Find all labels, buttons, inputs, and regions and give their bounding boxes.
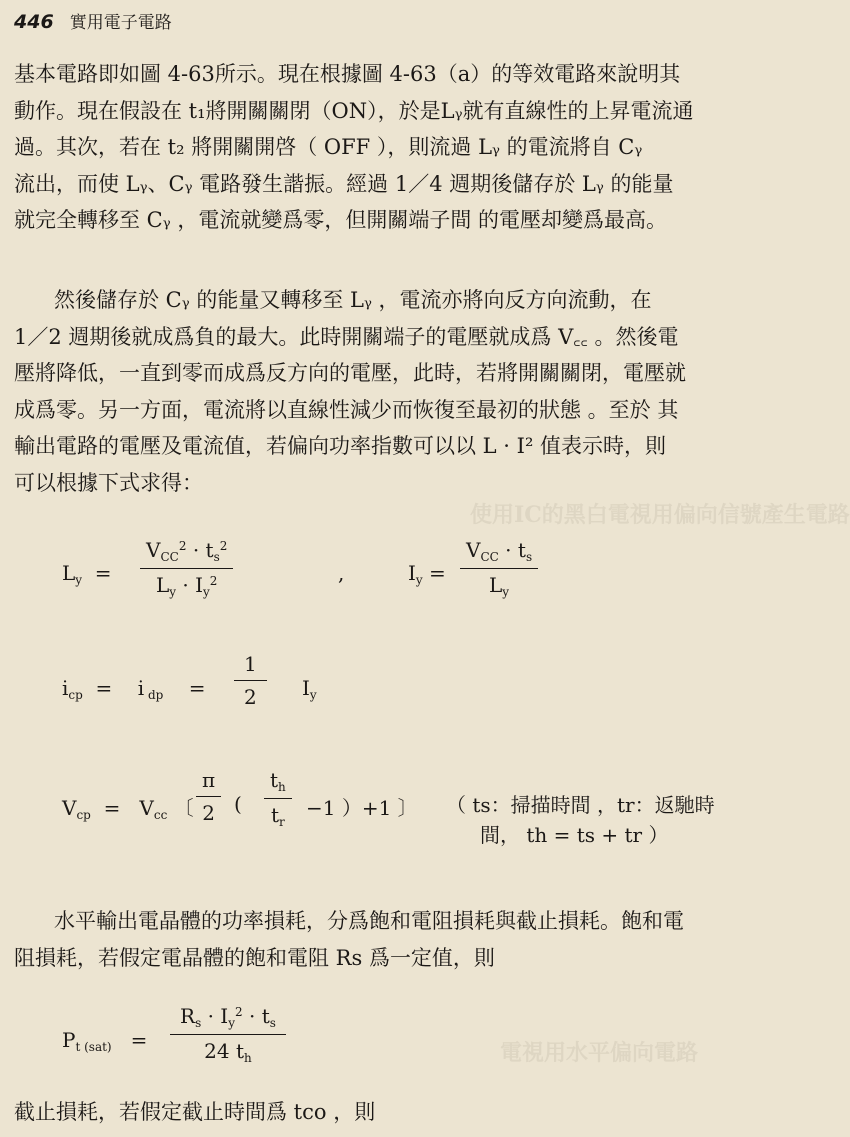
formula-pi-fraction: π 2 (196, 768, 221, 825)
text-line: 流出，而使 Lᵧ、Cᵧ 電路發生諧振。經過 1／4 週期後儲存於 Lᵧ 的能量 (14, 171, 674, 196)
formula-vcp-tail: −1 ）+1 〕 (306, 796, 418, 820)
formula-separator: , (338, 561, 345, 585)
formula-iy-fraction: $V_{CC} \cdot t_s$ $L_y$ (460, 538, 538, 599)
running-title: 實用電子電路 (69, 13, 172, 33)
paragraph-1 (14, 56, 744, 239)
text-line: 過。其次，若在 t₂ 將開關開啓（ OFF ），則流過 Lᵧ 的電流將自 Cᵧ (14, 135, 643, 159)
paragraph-4 (14, 1094, 744, 1131)
bleed-through-heading: 電視用水平偏向電路 (500, 1040, 699, 1066)
formula-iy-lhs: $I_y$ = (408, 561, 446, 587)
formula-half-fraction: 1 2 (234, 652, 267, 709)
text-line: 水平輸出電晶體的功率損耗，分爲飽和電阻損耗與截止損耗。飽和電 (54, 909, 684, 933)
page-header (14, 8, 172, 33)
formula-pt-fraction: $R_s \cdot I_y^2 \cdot t_s$ 24 $t_h$ (170, 1004, 286, 1065)
formula-vcp-paren: ( (234, 792, 242, 816)
paragraph-2 (14, 282, 744, 501)
text-line: 基本電路即如圖 4-63所示。現在根據圖 4-63（a）的等效電路來說明其 (14, 62, 681, 86)
text-line: 可以根據下式求得： (14, 470, 203, 495)
text-line: 動作。現在假設在 t₁將開關關閉（ON），於是Lᵧ就有直線性的上昇電流通 (14, 98, 694, 123)
formula-vcp-note: （ ts：掃描時間 ，tr：返馳時 間， th = ts + tr ） (446, 793, 715, 847)
text-line: 輸出電路的電壓及電流值，若偏向功率指數可以以 L · I² 值表示時，則 (14, 434, 667, 458)
text-line: 就完全轉移至 Cᵧ ，電流就變爲零，但開關端子間 的電壓却變爲最高。 (14, 208, 667, 232)
text-line: 阻損耗，若假定電晶體的飽和電阻 Rs 爲一定值，則 (14, 945, 495, 970)
text-line: 截止損耗，若假定截止時間爲 tco ，則 (14, 1100, 376, 1124)
formula-ly-fraction: $V_{CC}^2 \cdot t_s^2$ $L_y \cdot I_y^2$ (140, 538, 233, 599)
formula-ly-lhs: $L_y$ = (62, 561, 112, 587)
formula-pt-lhs: $P_{t (sat)}$ = (62, 1028, 148, 1054)
formula-t-fraction: $t_h$ $t_r$ (264, 768, 292, 829)
text-line: 1／2 週期後就成爲負的最大。此時開關端子的電壓就成爲 V꜀꜀ 。然後電 (14, 324, 679, 349)
page-number: 446 (14, 11, 54, 33)
formula-icp-lhs: $i_{cp}$ = i $_{dp}$ = (62, 676, 206, 702)
formula-vcp-lhs: $V_{cp} = V_{cc}$ 〔 (62, 796, 194, 822)
bleed-through-heading: 使用IC的黑白電視用偏向信號產生電路 (470, 502, 850, 528)
paragraph-3 (14, 903, 744, 976)
text-line: 壓將降低，一直到零而成爲反方向的電壓，此時，若將開關關閉，電壓就 (14, 361, 686, 385)
text-line: 然後儲存於 Cᵧ 的能量又轉移至 Lᵧ ，電流亦將向反方向流動，在 (54, 288, 652, 312)
formula-icp-rhs: $I_y$ (302, 676, 317, 702)
text-line: 成爲零。另一方面，電流將以直線性減少而恢復至最初的狀態 。至於 其 (14, 397, 679, 422)
